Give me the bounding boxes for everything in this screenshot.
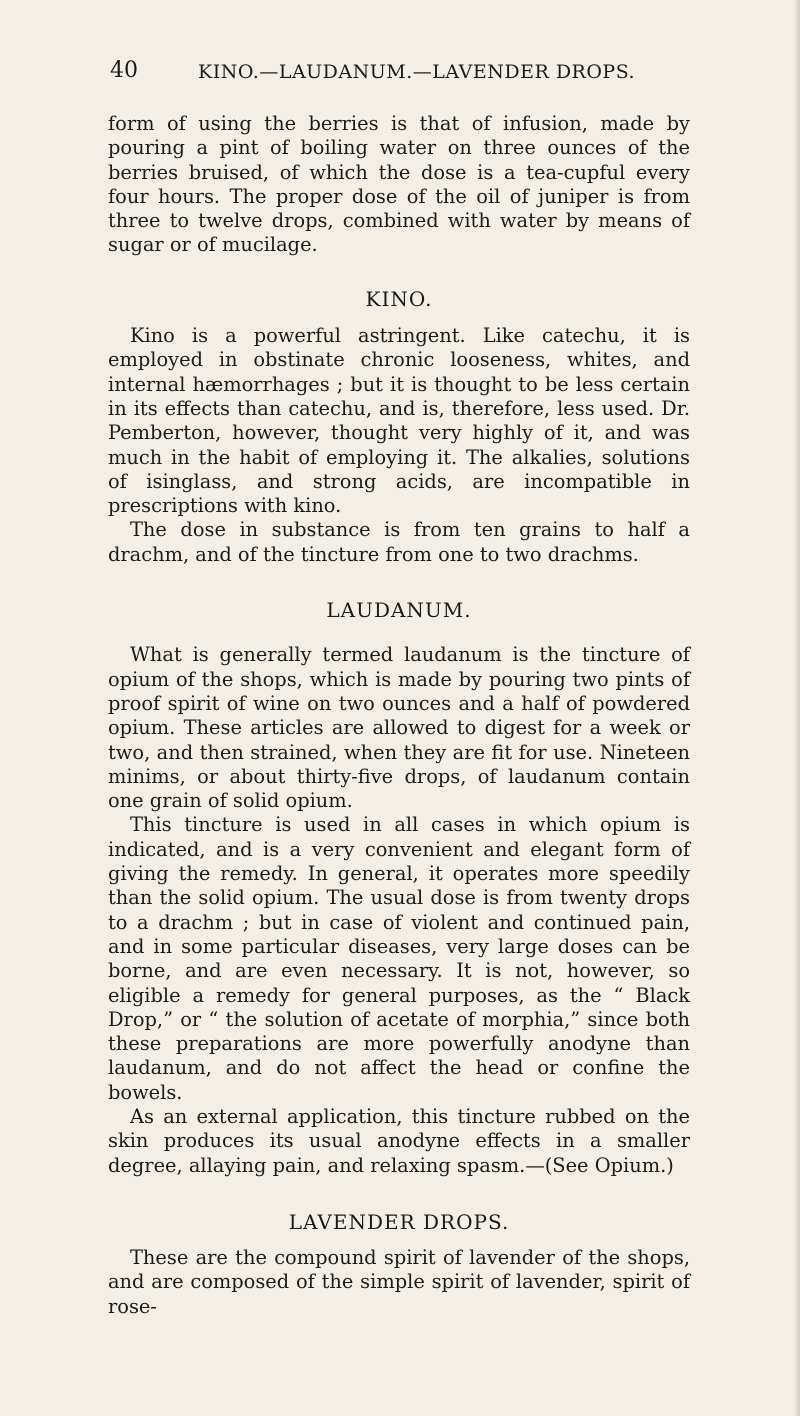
section-heading-kino: KINO. xyxy=(365,286,433,311)
running-head: KINO.—LAUDANUM.—LAVENDER DROPS. xyxy=(198,61,636,83)
lavender-paragraph: These are the compound spirit of lavender of the shops, and are composed of the simple spirit of lavender, spirit of rose- xyxy=(108,1246,690,1318)
laudanum-paragraph-3: As an external application, this tincture rubbed on the skin produces its usual anodyne effects in a smaller degree, allaying pain, and relaxing spasm.—(See Opium.) xyxy=(108,1104,690,1177)
section-heading-laudanum: LAUDANUM. xyxy=(326,598,472,623)
kino-paragraph-1: Kino is a powerful astringent. Like catechu, it is employed in obstinate chronic looseness, whites, and internal hæmorrhages ; but it is thought to be less certain in its effects than catechu, and is, therefore, less used. Dr. Pemberton, however, thought very highly of it, and was much in the habit of employing it. The alkalies, solutions of isinglass, and strong acids, are incompatible in prescriptions with kino. xyxy=(108,324,690,518)
body-text xyxy=(108,112,690,1319)
page-header xyxy=(110,58,690,88)
page-number: 40 xyxy=(110,58,138,83)
page-edge-shadow xyxy=(794,0,800,1416)
laudanum-paragraph-1: What is generally termed laudanum is the tincture of opium of the shops, which is made by pouring two pints of proof spirit of wine on two ounces and a half of powdered opium. These articles are allowed to digest for a week or two, and then strained, when they are fit for use. Nineteen minims, or about thirty-five drops, of laudanum contain one grain of solid opium. xyxy=(108,643,690,813)
kino-paragraph-2: The dose in substance is from ten grains to half a drachm, and of the tincture from one to two drachms. xyxy=(108,518,690,566)
laudanum-paragraph-2: This tincture is used in all cases in which opium is indicated, and is a very convenient and elegant form of giving the remedy. In general, it operates more speedily than the solid opium. The usual dose is from twenty drops to a drachm ; but in case of violent and continued pain, and in some particular diseases, very large doses can be borne, and are even necessary. It is not, however, so eligible a remedy for general purposes, as the “ Black Drop,” or “ the solution of acetate of morphia,” since both these preparations are more powerfully anodyne than laudanum, and do not affect the head or confine the bowels. xyxy=(108,813,690,1104)
intro-paragraph: form of using the berries is that of infusion, made by pouring a pint of boiling water on three ounces of the berries bruised, of which the dose is a tea-cupful every four hours. The proper dose of the oil of juniper is from three to twelve drops, combined with water by means of sugar or of mucilage. xyxy=(108,112,690,257)
section-heading-lavender-drops: LAVENDER DROPS. xyxy=(288,1209,510,1234)
